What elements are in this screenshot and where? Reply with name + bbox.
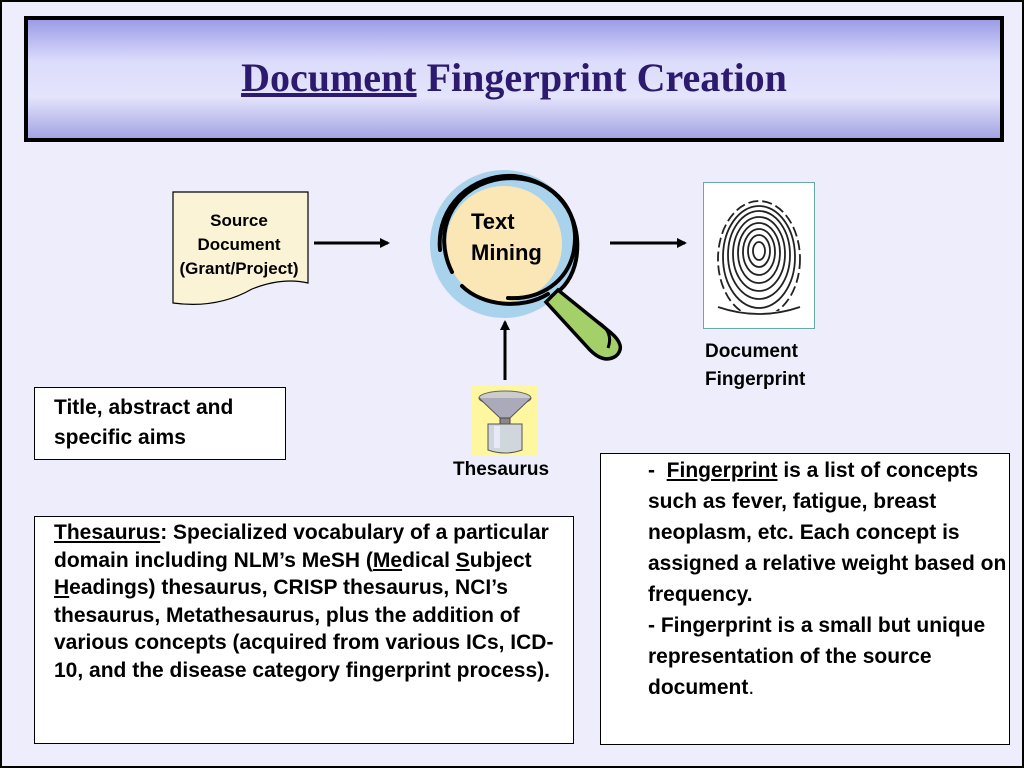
title-rest: Fingerprint Creation [416,54,787,100]
fingerprint-bullet-2-end: . [748,676,755,699]
source-doc-line2: Document [197,235,281,254]
fingerprint-term: Fingerprint [666,459,778,482]
funnel-icon [472,386,538,456]
mesh-me: Me [372,548,403,572]
thesaurus-definition-text [54,519,566,684]
title-abstract-text: Title, abstract and specific aims [54,396,234,449]
mesh-h: H [54,576,70,599]
thesaurus-text-1: : Specialized vocabulary of a particular domain including NLM’s MeSH ( [54,521,549,572]
fingerprint-definition-text [648,455,1008,703]
text-mining-line1: Text [471,209,515,234]
fingerprint-icon [704,183,814,328]
source-doc-line3: (Grant/Project) [179,259,299,278]
source-doc-line1: Source [210,211,268,230]
thesaurus-text-2: dical [402,548,456,572]
source-document-shape [172,191,310,311]
thesaurus-definition-box [34,516,574,744]
thesaurus-text-4: eadings) thesaurus, CRISP thesaurus, NCI’s thesaurus, Metathesaurus, plus the addition of various concepts (acquired from various ICs, ICD-10, and the disease category fingerprint process). [54,576,554,682]
document-fingerprint-label [705,338,805,394]
mesh-s: S [455,548,470,572]
fingerprint-bullet-2-text: - Fingerprint is a small but unique representation of the source document [648,614,986,699]
fp-label-line2: Fingerprint [705,369,806,390]
title-abstract-box [34,387,286,460]
thesaurus-text-3: ubject [469,548,532,572]
fingerprint-image [703,182,815,329]
text-mining-label [471,206,542,268]
title-underlined-word: Document [241,54,417,100]
thesaurus-term: Thesaurus [54,521,161,544]
fingerprint-bullet-2 [648,610,1008,703]
text-mining-line2: Mining [471,240,542,265]
thesaurus-filter-icon [472,386,538,456]
fingerprint-bullet-1-text: is a list of concepts such as fever, fatigue, breast neoplasm, etc. Each concept is assigned a relative weight based on frequency. [648,459,1007,606]
fp-label-line1: Document [705,341,798,362]
fingerprint-definition-box [600,453,1010,745]
bullet-dash: - [648,459,667,482]
fingerprint-bullet-1 [648,455,1008,610]
thesaurus-label: Thesaurus [453,459,550,480]
